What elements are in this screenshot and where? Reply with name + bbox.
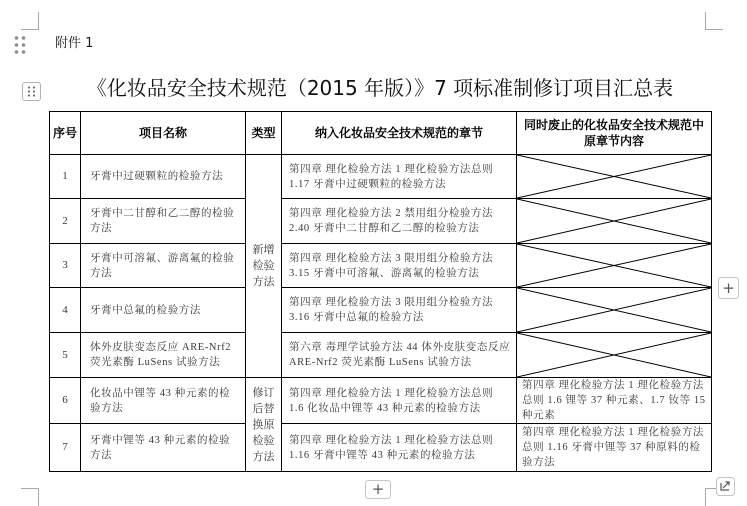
- margin-mark-bottom-left-v: [38, 488, 39, 506]
- project-name-cell[interactable]: 牙膏中总氟的检验方法: [81, 288, 246, 333]
- header-chapter[interactable]: 纳入化妆品安全技术规范的章节: [282, 112, 517, 155]
- chapter-cell[interactable]: 第六章 毒理学试验方法 44 体外皮肤变态反应 ARE-Nrf2 荧光素酶 LuSens 试验方法: [282, 333, 517, 378]
- cross-out-mark: [517, 288, 711, 332]
- table-row: [50, 288, 712, 333]
- type-label: 修订后替换原检验方法: [252, 386, 275, 463]
- table-row: [50, 244, 712, 288]
- type-label: 新增检验方法: [252, 244, 275, 288]
- header-row: [50, 112, 712, 155]
- chapter-cell[interactable]: 第四章 理化检验方法 2 禁用组分检验方法 2.40 牙膏中二甘醇和乙二醇的检验方法: [282, 199, 517, 244]
- row-number[interactable]: 3: [50, 244, 81, 288]
- row-number[interactable]: 4: [50, 288, 81, 333]
- type-cell-new-method[interactable]: [246, 155, 282, 378]
- project-name-cell[interactable]: 牙膏中可溶氟、游离氟的检验方法: [81, 244, 246, 288]
- repealed-cell-not-applicable[interactable]: [517, 288, 712, 333]
- project-name-cell[interactable]: 化妆品中锂等 43 种元素的检验方法: [81, 378, 246, 424]
- row-number[interactable]: 1: [50, 155, 81, 199]
- header-repealed-content[interactable]: [517, 112, 712, 155]
- cross-out-mark: [517, 333, 711, 377]
- project-name-cell[interactable]: 牙膏中过硬颗粒的检验方法: [81, 155, 246, 199]
- margin-mark-bottom-left-h: [21, 488, 39, 489]
- margin-mark-top-right-h: [705, 29, 723, 30]
- chapter-cell[interactable]: 第四章 理化检验方法 1 理化检验方法总则 1.6 化妆品中锂等 43 种元素的检验方法: [282, 378, 517, 424]
- chapter-cell[interactable]: 第四章 理化检验方法 3 限用组分检验方法 3.15 牙膏中可溶氟、游离氟的检验方法: [282, 244, 517, 288]
- table-row: [50, 378, 712, 424]
- table-row: [50, 199, 712, 244]
- row-number[interactable]: 2: [50, 199, 81, 244]
- margin-mark-top-right-v: [705, 12, 706, 30]
- table-row: [50, 155, 712, 199]
- plus-icon: +: [371, 480, 385, 498]
- drag-handle-icon[interactable]: [13, 35, 27, 55]
- header-project-name[interactable]: 项目名称: [81, 112, 246, 155]
- repealed-cell-not-applicable[interactable]: [517, 199, 712, 244]
- margin-mark-bottom-right-v: [705, 488, 706, 506]
- header-no[interactable]: 序号: [50, 112, 81, 155]
- chapter-cell[interactable]: 第四章 理化检验方法 1 理化检验方法总则 1.17 牙膏中过硬颗粒的检验方法: [282, 155, 517, 199]
- repealed-cell[interactable]: 第四章 理化检验方法 1 理化检验方法总则 1.6 锂等 37 种元素、1.7 钕等 15 种元素: [517, 378, 712, 424]
- cross-out-mark: [517, 244, 711, 287]
- header-repealed-label: 同时废止的化妆品安全技术规范中原章节内容: [523, 118, 704, 148]
- row-number[interactable]: 7: [50, 424, 81, 472]
- table-container: [49, 111, 713, 473]
- repealed-cell-not-applicable[interactable]: [517, 244, 712, 288]
- repealed-cell-not-applicable[interactable]: [517, 333, 712, 378]
- cross-out-mark: [517, 155, 711, 198]
- type-cell-revised-method[interactable]: [246, 378, 282, 472]
- add-row-button[interactable]: [365, 480, 391, 499]
- row-number[interactable]: 6: [50, 378, 81, 424]
- repealed-cell[interactable]: 第四章 理化检验方法 1 理化检验方法总则 1.16 牙膏中锂等 37 种原料的检验方法: [517, 424, 712, 472]
- project-name-cell[interactable]: 牙膏中锂等 43 种元素的检验方法: [81, 424, 246, 472]
- row-number[interactable]: 5: [50, 333, 81, 378]
- summary-table: [49, 111, 712, 472]
- chapter-cell[interactable]: 第四章 理化检验方法 3 限用组分检验方法 3.16 牙膏中总氟的检验方法: [282, 288, 517, 333]
- plus-icon: +: [722, 279, 735, 297]
- table-move-icon[interactable]: [22, 82, 41, 101]
- table-row: [50, 424, 712, 472]
- page-title[interactable]: 《化妆品安全技术规范（2015 年版）》7 项标准制修订项目汇总表: [86, 76, 674, 100]
- header-type[interactable]: 类型: [246, 112, 282, 155]
- table-row: [50, 333, 712, 378]
- repealed-cell-not-applicable[interactable]: [517, 155, 712, 199]
- chapter-cell[interactable]: 第四章 理化检验方法 1 理化检验方法总则 1.16 牙膏中锂等 43 种元素的检验方法: [282, 424, 517, 472]
- cross-out-mark: [517, 199, 711, 243]
- table-resize-icon[interactable]: [716, 477, 735, 496]
- project-name-cell[interactable]: 体外皮肤变态反应 ARE-Nrf2 荧光素酶 LuSens 试验方法: [81, 333, 246, 378]
- project-name-cell[interactable]: 牙膏中二甘醇和乙二醇的检验方法: [81, 199, 246, 244]
- margin-mark-top-left-v: [38, 12, 39, 30]
- attachment-label[interactable]: 附件 1: [55, 36, 94, 51]
- add-column-button[interactable]: [718, 277, 739, 299]
- margin-mark-top-left-h: [21, 29, 39, 30]
